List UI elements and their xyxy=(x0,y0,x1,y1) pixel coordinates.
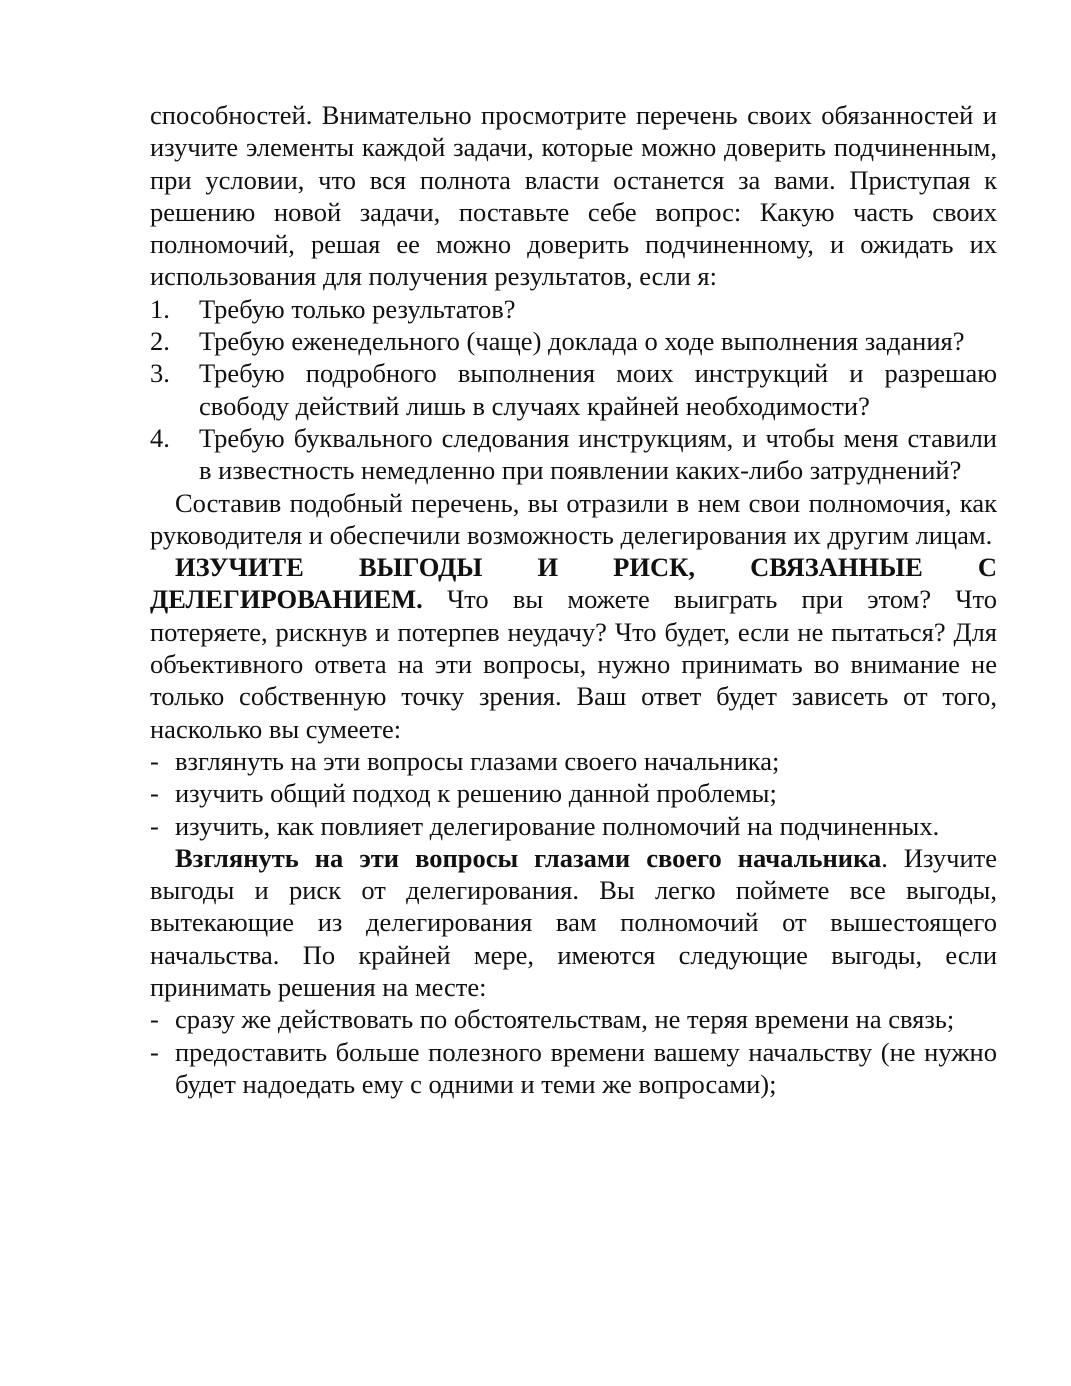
list-dash: - xyxy=(150,810,159,841)
list-number: 1. xyxy=(150,293,170,324)
subsection-heading: Взглянуть на эти вопросы глазами своего начальника xyxy=(175,842,882,873)
intro-paragraph: способностей. Внимательно просмотрите перечень своих обязанностей и изучите элементы каждой задачи, которые можно доверить подчиненным, при условии, что вся полнота власти останется за вами. Приступая к решению новой задачи, поставьте себе вопрос: Какую часть своих полномочий, решая ее можно доверить подчиненному, и ожидать их использования для получения результатов, если я: xyxy=(150,100,997,292)
list-item-text: изучить общий подход к решению данной проблемы; xyxy=(175,778,777,809)
subsection-text: . Изучите выгоды и риск от делегирования. Вы легко поймете все выгоды, вытекающие из делегирования вам полномочий от вышестоящего начальства. По крайней мере, имеются следующие выгоды, если принимать решения на месте: xyxy=(150,842,997,1003)
list-item-text: Требую только результатов? xyxy=(199,293,516,324)
list-dash: - xyxy=(150,745,159,776)
list-item-text: предоставить больше полезного времени вашему начальству (не нужно будет надоедать ему с одними и теми же вопросами); xyxy=(175,1036,997,1099)
list-number: 4. xyxy=(150,422,170,453)
list-dash: - xyxy=(150,778,159,809)
numbered-list-item xyxy=(150,422,997,487)
dash-list-item xyxy=(150,810,997,842)
list-dash: - xyxy=(150,1004,159,1035)
list-item-text: Требую подробного выполнения моих инструкций и разрешаю свободу действий лишь в случаях крайней необходимости? xyxy=(199,358,997,421)
dash-list-item xyxy=(150,745,997,777)
dash-list-item xyxy=(150,777,997,809)
numbered-list-item xyxy=(150,293,997,325)
list-item-text: изучить, как повлияет делегирование полномочий на подчиненных. xyxy=(175,810,940,841)
subsection-paragraph xyxy=(150,842,997,1003)
list-item-text: сразу же действовать по обстоятельствам, не теряя времени на связь; xyxy=(175,1004,955,1035)
list-item-text: Требую еженедельного (чаще) доклада о ходе выполнения задания? xyxy=(199,326,965,357)
section-text: Что вы можете выиграть при этом? Что потеряете, рискнув и потерпев неудачу? Что будет, если не пытаться? Для объективного ответа на эти вопросы, нужно принимать во внимание не только собственную точку зрения. Ваш ответ будет зависеть от того, насколько вы сумеете: xyxy=(150,584,997,744)
dash-list-item xyxy=(150,1003,997,1035)
section-paragraph xyxy=(150,551,997,745)
section-heading: ИЗУЧИТЕ ВЫГОДЫ И РИСК, СВЯЗАННЫЕ С ДЕЛЕГИРОВАНИЕМ. xyxy=(150,552,997,615)
numbered-list-item xyxy=(150,357,997,422)
document-page xyxy=(150,99,997,1100)
list-item-text: Требую буквального следования инструкциям, и чтобы меня ставили в известность немедленно при появлении каких-либо затруднений? xyxy=(199,422,997,486)
list-dash: - xyxy=(150,1036,159,1067)
dash-list-item xyxy=(150,1036,997,1101)
list-number: 2. xyxy=(150,326,170,357)
summary-paragraph: Составив подобный перечень, вы отразили в нем свои полномочия, как руководителя и обеспечили возможность делегирования их другим лицам. xyxy=(150,487,997,550)
list-item-text: взглянуть на эти вопросы глазами своего начальника; xyxy=(175,745,780,776)
numbered-list-item xyxy=(150,325,997,357)
list-number: 3. xyxy=(150,358,170,389)
